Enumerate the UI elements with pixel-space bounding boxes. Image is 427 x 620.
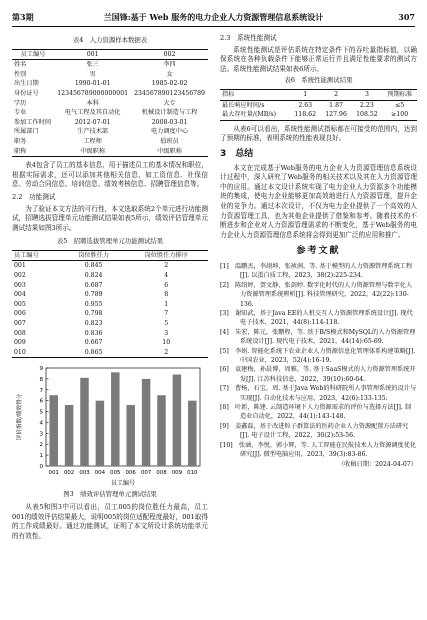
table-row bbox=[12, 89, 208, 99]
table-cell: 0.667 bbox=[84, 339, 103, 347]
bar bbox=[49, 396, 57, 467]
table5 bbox=[12, 250, 208, 359]
table-cell: 118.62 bbox=[294, 111, 317, 119]
header-rule bbox=[12, 26, 415, 27]
table-cell: 0.687 bbox=[84, 281, 103, 289]
table-row bbox=[12, 329, 208, 339]
y-tick-label: 3 bbox=[39, 431, 43, 438]
table-cell: 2 bbox=[164, 348, 169, 356]
page-number: 307 bbox=[398, 12, 415, 22]
table5-body bbox=[12, 261, 208, 358]
table6-body bbox=[220, 100, 417, 120]
table-cell: 7 bbox=[164, 310, 169, 318]
bar bbox=[80, 378, 88, 466]
running-title: 兰国锋:基于 Web 服务的电力企业人力资源管理信息系统设计 bbox=[103, 12, 324, 22]
y-tick-label: 2 bbox=[39, 442, 43, 449]
reference-item: [1] 温鹏杰，李翊坤，张祯润，等. 基于模型的人力资源管理系统工程[J]. 以蛋白质工程，2023，38(2):225-234. bbox=[220, 262, 413, 280]
reference-item: [4] 朱宏，陈元，张鹏程，等. 基于B/S模式和MySQL的人力资源管理系统设计[J]. 现代电子技术，2021，44(14):65-69. bbox=[220, 328, 416, 346]
table-cell: 电气工程及其自动化 bbox=[64, 109, 121, 117]
table-header-cell: 员工编号 bbox=[12, 250, 63, 261]
table-cell: 0.798 bbox=[84, 310, 103, 318]
table-cell: 2012-07-01 bbox=[74, 118, 111, 126]
table-cell: 李四 bbox=[163, 61, 176, 69]
y-tick-label: 8 bbox=[39, 377, 43, 384]
left-column bbox=[12, 34, 208, 541]
table-cell: 3 bbox=[164, 329, 169, 337]
table-cell: 中级职称 bbox=[157, 147, 182, 155]
table6-caption: 表6 系统性能测试结果 bbox=[284, 76, 353, 85]
table-cell: 2008-03-01 bbox=[151, 118, 188, 126]
table-header-cell: 3 bbox=[352, 89, 383, 100]
table-row bbox=[12, 108, 208, 118]
y-tick-label: 5 bbox=[39, 409, 43, 416]
table-header-row bbox=[12, 250, 208, 261]
bar-chart bbox=[12, 362, 208, 488]
table-cell: 8 bbox=[164, 291, 169, 299]
table-cell: 123456789000000001 bbox=[57, 89, 129, 97]
paragraph: 系统性能测试是评估系统在特定条件下的吞吐量指标值，以确保系统在各种负载条件下能够正常运行并且满足性能要求的测试方法。系统性能测试结果如表6所示。 bbox=[220, 45, 417, 73]
x-tick-label: 002 bbox=[63, 470, 75, 477]
page-header bbox=[12, 10, 415, 24]
section-heading: 3 总结 bbox=[220, 148, 254, 159]
table-row bbox=[12, 118, 208, 128]
table-cell: 生产技术部 bbox=[77, 128, 109, 136]
table-cell: 出生日期 bbox=[14, 80, 39, 88]
table-cell: 职称 bbox=[14, 147, 27, 155]
table-cell: 性别 bbox=[14, 70, 27, 78]
table-cell: 0.823 bbox=[84, 320, 103, 328]
table-cell: 6 bbox=[164, 281, 169, 289]
bar bbox=[65, 405, 73, 466]
y-axis-label: 评价指数/绩效得分 bbox=[17, 394, 23, 441]
table-header-cell: 员工编号 bbox=[12, 49, 54, 60]
table-cell: 0.789 bbox=[84, 291, 103, 299]
x-tick-label: 008 bbox=[156, 470, 167, 477]
paragraph: 从表5和图3中可以看出，员工005的岗位胜任力最高，员工001的绩效评估结果最大，说明005的岗位适配程度最好，001取得的工作成绩最好。通过功能测试，证明了本文所设计系统功能单元的有效性。 bbox=[12, 503, 209, 540]
table-cell: 本科 bbox=[86, 99, 99, 107]
figure3-caption: 图3 绩效评估管理单元测试结果 bbox=[63, 490, 157, 499]
table-cell: 最长响应时间/s bbox=[222, 101, 265, 109]
table-row bbox=[12, 99, 208, 109]
table-cell: 身份证号 bbox=[14, 89, 39, 97]
table-cell: 234567890123456789 bbox=[134, 89, 205, 97]
x-axis-label: 员工编号 bbox=[110, 480, 136, 488]
x-tick-label: 010 bbox=[187, 470, 198, 477]
bar bbox=[188, 401, 196, 466]
paragraph: 本文在完成基于Web服务的电力企业人力资源管理信息系统设计过程中，深入研究了Web服务的相关技术以及其在人力资源管理中的应用。通过本文设计系统实现了电力企业人力资源多个功能模块的集成，使电力企业能够更加高效地进行人力资源管理，提升企业的竞争力。通过本次设计，不仅为电力企业提供了一个高效的人力资源管理工具，也为其他企业提供了借鉴和参考。随着技术的不断进步和企业对人力资源管理需求的不断变化，基于Web服务的电力企业人力资源管理信息系统将会得到更加广泛的应用和推广。 bbox=[220, 163, 417, 239]
table-cell: 最大存吐量/(MB/s) bbox=[222, 111, 276, 119]
paragraph: 为了验证本文方法的可行性，本文选取系统2个单元进行功能测试，招聘选拔管理单元功能测试结果如表5所示，绩效评估管理单元测试结果如图3所示。 bbox=[12, 204, 208, 232]
table-cell: 0.865 bbox=[84, 348, 103, 356]
right-column bbox=[220, 34, 417, 470]
figure3-chart bbox=[12, 362, 208, 488]
table-cell: 电力调度中心 bbox=[150, 128, 189, 136]
table-cell: 1990-01-01 bbox=[74, 80, 111, 88]
table-cell: 010 bbox=[14, 348, 26, 356]
bar bbox=[157, 396, 165, 467]
table-cell: 108.52 bbox=[356, 111, 378, 119]
table-row bbox=[12, 348, 208, 358]
x-tick-label: 003 bbox=[79, 470, 90, 477]
table-cell: 4 bbox=[164, 272, 169, 280]
table-cell: 2.63 bbox=[298, 101, 313, 109]
table-cell: 0.845 bbox=[84, 262, 103, 270]
table-cell: 0.836 bbox=[84, 329, 103, 337]
y-tick-label: 9 bbox=[39, 366, 43, 373]
table-cell: 009 bbox=[14, 339, 26, 347]
y-tick-label: 1 bbox=[39, 453, 43, 460]
subsection-heading: 2.2 功能测试 bbox=[12, 192, 56, 201]
table4 bbox=[12, 49, 208, 158]
y-tick-label: 4 bbox=[39, 420, 43, 427]
table-cell: 专业 bbox=[14, 109, 27, 117]
table-cell: 机械设计制造与工程 bbox=[141, 109, 198, 117]
table-header-row bbox=[220, 89, 417, 100]
table-row bbox=[220, 110, 417, 120]
paragraph: 从表6可以看出，系统性能测试指标都在可接受的范围内，达到了预期的标准，表明系统的性能表现良好。 bbox=[220, 124, 417, 143]
table-row bbox=[220, 100, 417, 110]
table-cell: 所属部门 bbox=[14, 128, 39, 136]
reference-list bbox=[220, 262, 417, 460]
y-tick-label: 7 bbox=[39, 388, 43, 395]
table-header-row bbox=[12, 49, 208, 60]
reference-item: [2] 陈绍婷，贺文静，张剑婷. 数字化时代的人力资源管理与数字化人力资源管理系统辨析[J]. 科技管理研究，2022，42(22):130-136. bbox=[220, 281, 413, 308]
table-cell: 参加工作时间 bbox=[14, 118, 52, 126]
table-row bbox=[12, 309, 208, 319]
table-cell: 0.824 bbox=[84, 272, 103, 280]
table-cell: 006 bbox=[14, 310, 26, 318]
reference-item: [3] 谢知武，基于Java EE的人机交互人力资源管理系统设计[J]. 现代电子技术，2021，44(8):114-118. bbox=[220, 309, 413, 327]
table-row bbox=[12, 127, 208, 137]
table-header-cell: 岗位胜任力 bbox=[63, 250, 125, 261]
table-cell: ≤5 bbox=[395, 101, 405, 109]
table-cell: 女 bbox=[166, 70, 173, 78]
subsection-heading: 2.3 系统性能测试 bbox=[220, 34, 277, 42]
table-row bbox=[12, 70, 208, 80]
x-tick-label: 006 bbox=[125, 470, 136, 477]
received-date: （收稿日期：2024-04-07） bbox=[338, 461, 417, 469]
table-cell: 中级职称 bbox=[80, 147, 106, 155]
table-row bbox=[12, 281, 208, 291]
table-row bbox=[12, 147, 208, 157]
table-row bbox=[12, 137, 208, 147]
table6 bbox=[220, 89, 417, 121]
bar bbox=[142, 379, 150, 466]
table-cell: 1985-02-02 bbox=[151, 80, 188, 88]
bar bbox=[173, 375, 181, 466]
table-cell: 008 bbox=[14, 329, 26, 337]
x-tick-label: 005 bbox=[110, 470, 121, 477]
x-tick-label: 009 bbox=[171, 470, 183, 477]
reference-item: [5] 李娟. 智能化系统下农业企业人力资源信息化管理体系构建策略[J]. 中国农业，2023，52(4):16-19. bbox=[220, 347, 416, 364]
table-header-cell: 1 bbox=[290, 89, 321, 100]
references-heading: 参考文献 bbox=[296, 246, 341, 257]
table-cell: 大专 bbox=[163, 99, 176, 107]
table-cell: 005 bbox=[14, 300, 26, 308]
table-cell: 10 bbox=[162, 339, 171, 347]
table-cell: 003 bbox=[14, 281, 26, 289]
table-cell: 001 bbox=[14, 262, 26, 270]
table-cell: 007 bbox=[14, 320, 26, 328]
table-row bbox=[12, 338, 208, 348]
issue-number: 第3期 bbox=[12, 12, 34, 22]
table-header-cell: 001 bbox=[54, 49, 131, 60]
table-cell: 职务 bbox=[14, 137, 27, 145]
table-header-cell: 预期标准 bbox=[382, 89, 417, 100]
table-header-cell: 岗位胜任力排序 bbox=[124, 250, 208, 261]
table-cell: 男 bbox=[89, 70, 96, 78]
table-header-cell: 指标 bbox=[220, 89, 290, 100]
table-cell: 127.96 bbox=[325, 111, 347, 119]
table-cell: 002 bbox=[14, 272, 26, 280]
table-cell: 张三 bbox=[86, 61, 99, 69]
reference-item: [9] 姜鑫磊，基于改进粒子群算法的医药企业人力资源配置方法研究[J]. 电子设计工程，2022，30(2):53-56. bbox=[220, 422, 409, 440]
table-row bbox=[12, 319, 208, 329]
reference-item: [10] 张涵，李悦，郭小辉，等. 人工智能在民航技术人力资源调度优化研究[J]. 微型电脑应用，2023，39(3):83-86. bbox=[220, 441, 417, 458]
paragraph: 表4包含了员工的基本信息，用于描述员工的基本情况和职位，根据实际需求，还可以添加其他相关信息，如工资信息、社保信息、劳动合同信息、培训信息、绩效考核信息、招聘管理信息等。 bbox=[12, 161, 208, 189]
reference-item: [8] 叶新，陈建. 云制造环境下人力资源需求的评价与选择方法[J]. 制造业自动化，2022，44(1):143-148. bbox=[220, 403, 412, 421]
table-cell: ≥100 bbox=[391, 111, 409, 119]
table-row bbox=[12, 290, 208, 300]
y-tick-label: 0 bbox=[39, 464, 43, 471]
table-cell: 0.955 bbox=[84, 300, 103, 308]
table-row bbox=[12, 261, 208, 271]
x-tick-label: 001 bbox=[48, 470, 59, 477]
table-cell: 1 bbox=[164, 300, 169, 308]
table-cell: 学历 bbox=[14, 99, 27, 107]
x-tick-label: 004 bbox=[94, 470, 106, 477]
y-tick-label: 6 bbox=[39, 399, 43, 406]
table-header-cell: 2 bbox=[321, 89, 352, 100]
bar bbox=[111, 373, 119, 467]
table-cell: 工程师 bbox=[83, 137, 102, 145]
table4-body bbox=[12, 60, 208, 157]
table-header-cell: 002 bbox=[131, 49, 208, 60]
table-cell: 5 bbox=[164, 320, 169, 328]
table-cell: 2.23 bbox=[360, 101, 374, 109]
table5-caption: 表5 招聘选拔管理单元功能测试结果 bbox=[56, 237, 164, 246]
x-tick-label: 007 bbox=[140, 470, 152, 477]
table-row bbox=[12, 79, 208, 89]
table-cell: 值班员 bbox=[160, 137, 179, 145]
table-row bbox=[12, 271, 208, 281]
bar bbox=[96, 401, 104, 466]
table-cell: 004 bbox=[14, 291, 26, 299]
table-cell: 2 bbox=[164, 262, 169, 270]
table4-caption: 表4 人力资源样本数据表 bbox=[72, 36, 148, 44]
table-cell: 1.87 bbox=[329, 101, 343, 109]
table-row bbox=[12, 300, 208, 310]
bar bbox=[126, 405, 134, 466]
reference-item: [7] 曹杨，石宝，周. 基于Java Web的科研院所人事管理系统的设计与实现[J]. 自动化技术与应用，2023，42(6):133-135. bbox=[220, 385, 417, 402]
table-row bbox=[12, 60, 208, 70]
table-cell: 姓名 bbox=[14, 61, 27, 69]
reference-item: [6] 袁建梅，孙晨博，周雅，等. 基于SaaS模式的人力资源管理系统开发[J]. 江苏科技信息，2022，39(10):60-64. bbox=[220, 366, 416, 383]
